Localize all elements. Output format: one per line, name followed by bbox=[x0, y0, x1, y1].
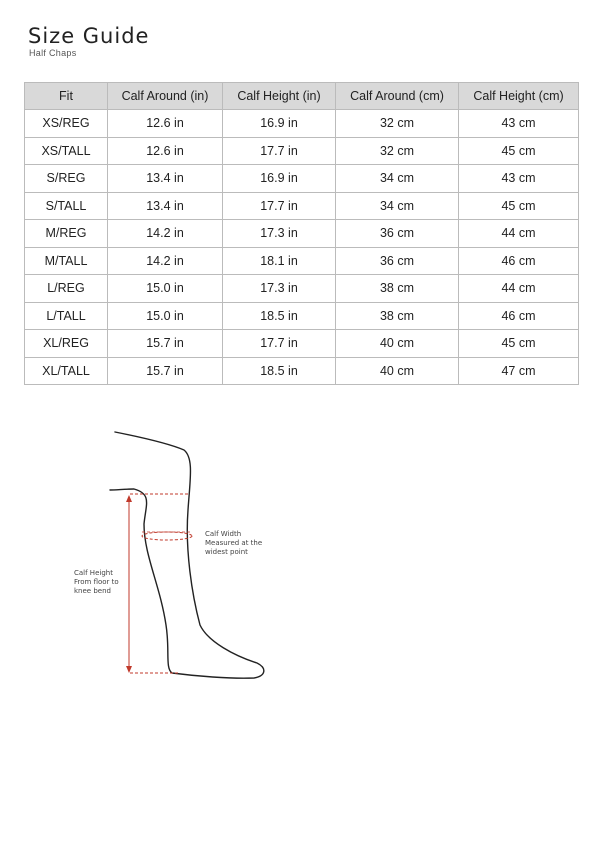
cell-calf-around-cm: 34 cm bbox=[336, 192, 459, 220]
cell-fit: XL/TALL bbox=[25, 357, 108, 385]
cell-calf-height-in: 17.7 in bbox=[223, 330, 336, 358]
table-row bbox=[25, 110, 579, 138]
table-row bbox=[25, 192, 579, 220]
cell-calf-height-in: 17.3 in bbox=[223, 275, 336, 303]
cell-calf-height-in: 17.7 in bbox=[223, 192, 336, 220]
cell-calf-height-cm: 47 cm bbox=[459, 357, 579, 385]
table-row bbox=[25, 220, 579, 248]
cell-calf-around-in: 12.6 in bbox=[108, 110, 223, 138]
cell-calf-around-in: 15.7 in bbox=[108, 330, 223, 358]
table-row bbox=[25, 330, 579, 358]
cell-calf-around-in: 15.0 in bbox=[108, 302, 223, 330]
calf-width-ellipse bbox=[142, 532, 192, 540]
header-fit: Fit bbox=[25, 83, 108, 110]
cell-calf-height-in: 16.9 in bbox=[223, 165, 336, 193]
cell-calf-height-in: 16.9 in bbox=[223, 110, 336, 138]
table-row bbox=[25, 302, 579, 330]
cell-calf-around-cm: 36 cm bbox=[336, 220, 459, 248]
header-calf-around-cm: Calf Around (cm) bbox=[336, 83, 459, 110]
cell-fit: L/TALL bbox=[25, 302, 108, 330]
cell-fit: M/REG bbox=[25, 220, 108, 248]
cell-calf-around-cm: 40 cm bbox=[336, 330, 459, 358]
table-row bbox=[25, 165, 579, 193]
cell-calf-height-cm: 46 cm bbox=[459, 302, 579, 330]
cell-calf-around-in: 15.7 in bbox=[108, 357, 223, 385]
header-calf-height-cm: Calf Height (cm) bbox=[459, 83, 579, 110]
cell-calf-around-cm: 40 cm bbox=[336, 357, 459, 385]
cell-calf-height-cm: 44 cm bbox=[459, 220, 579, 248]
cell-fit: XL/REG bbox=[25, 330, 108, 358]
table-row bbox=[25, 247, 579, 275]
cell-calf-around-cm: 38 cm bbox=[336, 302, 459, 330]
cell-calf-around-in: 14.2 in bbox=[108, 247, 223, 275]
cell-calf-height-cm: 44 cm bbox=[459, 275, 579, 303]
cell-fit: M/TALL bbox=[25, 247, 108, 275]
cell-calf-around-cm: 32 cm bbox=[336, 110, 459, 138]
cell-calf-height-cm: 45 cm bbox=[459, 192, 579, 220]
table-row bbox=[25, 275, 579, 303]
header-calf-around-in: Calf Around (in) bbox=[108, 83, 223, 110]
size-table bbox=[24, 82, 579, 385]
table-header-row bbox=[25, 83, 579, 110]
cell-fit: L/REG bbox=[25, 275, 108, 303]
calf-height-arrow-up bbox=[126, 495, 132, 502]
table-row bbox=[25, 357, 579, 385]
cell-calf-height-cm: 45 cm bbox=[459, 330, 579, 358]
cell-calf-around-cm: 38 cm bbox=[336, 275, 459, 303]
cell-fit: XS/REG bbox=[25, 110, 108, 138]
page-title: Size Guide bbox=[28, 24, 150, 48]
cell-calf-around-in: 15.0 in bbox=[108, 275, 223, 303]
cell-calf-around-cm: 34 cm bbox=[336, 165, 459, 193]
cell-calf-height-cm: 43 cm bbox=[459, 110, 579, 138]
cell-calf-height-in: 17.3 in bbox=[223, 220, 336, 248]
page-subtitle: Half Chaps bbox=[29, 48, 77, 58]
calf-width-desc-1: Measured at the bbox=[205, 539, 263, 547]
header-calf-height-in: Calf Height (in) bbox=[223, 83, 336, 110]
cell-calf-around-cm: 36 cm bbox=[336, 247, 459, 275]
cell-calf-height-in: 18.1 in bbox=[223, 247, 336, 275]
calf-width-label: Calf Width bbox=[205, 530, 242, 538]
calf-height-label: Calf Height bbox=[74, 569, 113, 577]
cell-fit: S/TALL bbox=[25, 192, 108, 220]
cell-calf-around-cm: 32 cm bbox=[336, 137, 459, 165]
cell-calf-around-in: 13.4 in bbox=[108, 192, 223, 220]
cell-calf-height-in: 18.5 in bbox=[223, 302, 336, 330]
cell-calf-around-in: 12.6 in bbox=[108, 137, 223, 165]
cell-fit: S/REG bbox=[25, 165, 108, 193]
cell-calf-height-cm: 45 cm bbox=[459, 137, 579, 165]
calf-height-arrow-down bbox=[126, 666, 132, 673]
calf-width-desc-2: widest point bbox=[205, 548, 248, 556]
cell-calf-height-in: 18.5 in bbox=[223, 357, 336, 385]
cell-fit: XS/TALL bbox=[25, 137, 108, 165]
calf-height-desc-2: knee bend bbox=[74, 587, 111, 595]
cell-calf-height-in: 17.7 in bbox=[223, 137, 336, 165]
cell-calf-height-cm: 46 cm bbox=[459, 247, 579, 275]
calf-height-desc-1: From floor to bbox=[74, 578, 119, 586]
cell-calf-height-cm: 43 cm bbox=[459, 165, 579, 193]
leg-measurement-diagram bbox=[60, 420, 300, 700]
cell-calf-around-in: 14.2 in bbox=[108, 220, 223, 248]
table-row bbox=[25, 137, 579, 165]
cell-calf-around-in: 13.4 in bbox=[108, 165, 223, 193]
